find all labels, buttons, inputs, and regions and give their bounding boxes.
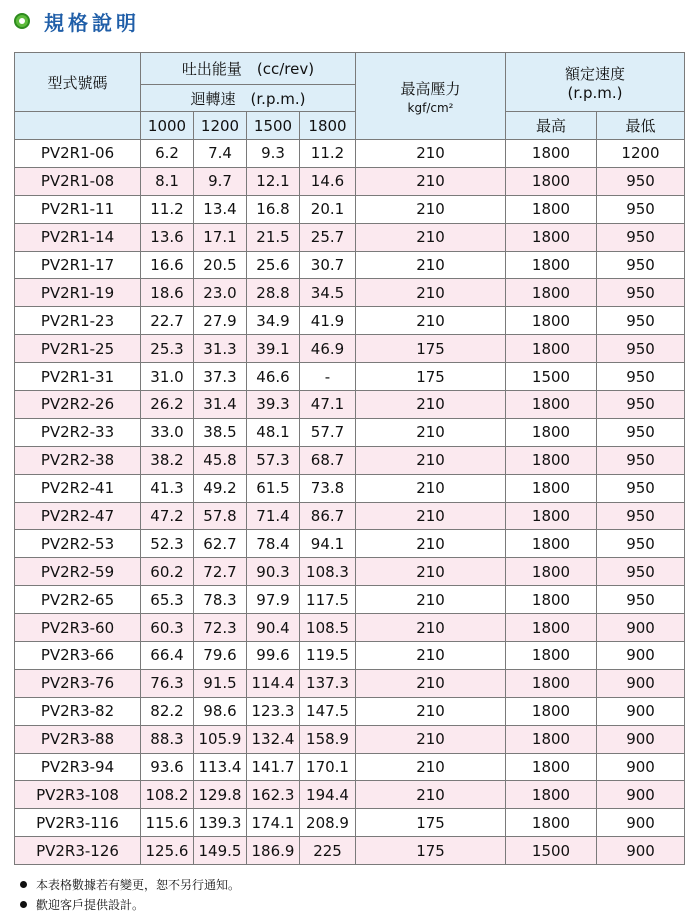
table-row	[15, 530, 685, 558]
cell-rpm-1000: 11.2	[141, 195, 194, 223]
table-row	[15, 335, 685, 363]
cell-rpm-1000: 93.6	[141, 753, 194, 781]
notes	[20, 874, 240, 914]
cell-rpm-1800: 208.9	[300, 809, 356, 837]
header-model-spacer	[15, 112, 141, 140]
cell-model: PV2R1-14	[15, 223, 141, 251]
cell-rpm-1800: 108.3	[300, 558, 356, 586]
note-text: 歡迎客戶提供設計。	[36, 897, 145, 912]
header-max: 最高	[506, 112, 597, 140]
cell-rpm-1500: 39.3	[247, 391, 300, 419]
cell-rpm-1500: 123.3	[247, 697, 300, 725]
table-row	[15, 167, 685, 195]
cell-speed-max: 1800	[506, 251, 597, 279]
cell-rpm-1200: 49.2	[194, 474, 247, 502]
cell-rpm-1800: 170.1	[300, 753, 356, 781]
cell-rpm-1500: 9.3	[247, 140, 300, 168]
table-row	[15, 502, 685, 530]
cell-pressure: 210	[356, 279, 506, 307]
cell-speed-min: 950	[597, 307, 685, 335]
cell-rpm-1000: 13.6	[141, 223, 194, 251]
cell-model: PV2R2-47	[15, 502, 141, 530]
cell-rpm-1500: 34.9	[247, 307, 300, 335]
cell-rpm-1500: 21.5	[247, 223, 300, 251]
cell-rpm-1000: 47.2	[141, 502, 194, 530]
cell-rpm-1800: 46.9	[300, 335, 356, 363]
table-row	[15, 279, 685, 307]
table-row	[15, 781, 685, 809]
cell-rpm-1800: 73.8	[300, 474, 356, 502]
cell-model: PV2R1-17	[15, 251, 141, 279]
cell-rpm-1200: 78.3	[194, 586, 247, 614]
bullet-icon	[20, 901, 27, 908]
table-row	[15, 391, 685, 419]
cell-rpm-1800: 117.5	[300, 586, 356, 614]
cell-rpm-1500: 97.9	[247, 586, 300, 614]
cell-rpm-1200: 72.3	[194, 614, 247, 642]
cell-speed-min: 950	[597, 223, 685, 251]
cell-rpm-1500: 28.8	[247, 279, 300, 307]
cell-model: PV2R2-41	[15, 474, 141, 502]
header-rpm-1200: 1200	[194, 112, 247, 140]
cell-rpm-1800: 30.7	[300, 251, 356, 279]
cell-rpm-1000: 38.2	[141, 446, 194, 474]
cell-speed-min: 950	[597, 391, 685, 419]
cell-speed-min: 900	[597, 697, 685, 725]
cell-speed-min: 950	[597, 558, 685, 586]
cell-speed-max: 1800	[506, 418, 597, 446]
cell-model: PV2R2-59	[15, 558, 141, 586]
cell-speed-min: 950	[597, 335, 685, 363]
cell-rpm-1200: 105.9	[194, 725, 247, 753]
cell-model: PV2R2-38	[15, 446, 141, 474]
header-rated-speed-unit: (r.p.m.)	[567, 83, 623, 102]
cell-speed-max: 1800	[506, 335, 597, 363]
cell-speed-max: 1800	[506, 474, 597, 502]
cell-rpm-1500: 48.1	[247, 418, 300, 446]
cell-speed-min: 1200	[597, 140, 685, 168]
cell-speed-max: 1800	[506, 558, 597, 586]
cell-rpm-1200: 37.3	[194, 363, 247, 391]
cell-rpm-1000: 65.3	[141, 586, 194, 614]
cell-rpm-1000: 60.2	[141, 558, 194, 586]
header-model: 型式號碼	[15, 53, 141, 112]
cell-model: PV2R2-65	[15, 586, 141, 614]
cell-pressure: 210	[356, 558, 506, 586]
cell-rpm-1500: 186.9	[247, 837, 300, 865]
cell-rpm-1500: 141.7	[247, 753, 300, 781]
cell-speed-min: 950	[597, 167, 685, 195]
table-row	[15, 697, 685, 725]
cell-model: PV2R2-53	[15, 530, 141, 558]
cell-rpm-1200: 79.6	[194, 642, 247, 670]
cell-rpm-1000: 33.0	[141, 418, 194, 446]
cell-pressure: 210	[356, 586, 506, 614]
cell-rpm-1200: 72.7	[194, 558, 247, 586]
spec-table	[14, 52, 685, 865]
cell-rpm-1000: 8.1	[141, 167, 194, 195]
cell-rpm-1200: 7.4	[194, 140, 247, 168]
page-title: 規格說明	[44, 10, 140, 35]
cell-rpm-1800: 194.4	[300, 781, 356, 809]
cell-rpm-1000: 52.3	[141, 530, 194, 558]
cell-speed-max: 1800	[506, 669, 597, 697]
cell-rpm-1500: 71.4	[247, 502, 300, 530]
table-row	[15, 837, 685, 865]
cell-rpm-1800: 25.7	[300, 223, 356, 251]
cell-pressure: 210	[356, 167, 506, 195]
cell-rpm-1800: 68.7	[300, 446, 356, 474]
cell-model: PV2R2-33	[15, 418, 141, 446]
cell-rpm-1800: 34.5	[300, 279, 356, 307]
cell-speed-max: 1800	[506, 223, 597, 251]
cell-pressure: 210	[356, 418, 506, 446]
cell-speed-min: 950	[597, 195, 685, 223]
cell-speed-min: 950	[597, 474, 685, 502]
cell-speed-min: 900	[597, 642, 685, 670]
cell-rpm-1200: 23.0	[194, 279, 247, 307]
cell-rpm-1200: 62.7	[194, 530, 247, 558]
cell-speed-max: 1800	[506, 307, 597, 335]
cell-rpm-1000: 22.7	[141, 307, 194, 335]
cell-speed-max: 1500	[506, 363, 597, 391]
header-pressure-label: 最高壓力	[400, 79, 461, 98]
cell-rpm-1800: 119.5	[300, 642, 356, 670]
cell-rpm-1200: 20.5	[194, 251, 247, 279]
cell-model: PV2R1-19	[15, 279, 141, 307]
cell-rpm-1000: 6.2	[141, 140, 194, 168]
cell-pressure: 210	[356, 391, 506, 419]
cell-rpm-1200: 27.9	[194, 307, 247, 335]
cell-pressure: 210	[356, 251, 506, 279]
table-row	[15, 669, 685, 697]
cell-pressure: 210	[356, 614, 506, 642]
cell-rpm-1000: 31.0	[141, 363, 194, 391]
cell-speed-min: 900	[597, 781, 685, 809]
cell-rpm-1200: 38.5	[194, 418, 247, 446]
spec-table-body	[15, 140, 685, 865]
cell-pressure: 175	[356, 837, 506, 865]
cell-rpm-1000: 60.3	[141, 614, 194, 642]
cell-rpm-1500: 25.6	[247, 251, 300, 279]
cell-rpm-1500: 174.1	[247, 809, 300, 837]
cell-speed-max: 1800	[506, 279, 597, 307]
cell-rpm-1800: 20.1	[300, 195, 356, 223]
cell-rpm-1800: 137.3	[300, 669, 356, 697]
table-row	[15, 363, 685, 391]
cell-rpm-1000: 88.3	[141, 725, 194, 753]
table-row	[15, 614, 685, 642]
note-item	[20, 894, 240, 914]
cell-speed-max: 1800	[506, 502, 597, 530]
title-row	[14, 6, 140, 36]
cell-speed-min: 950	[597, 418, 685, 446]
cell-rpm-1000: 18.6	[141, 279, 194, 307]
cell-speed-max: 1800	[506, 586, 597, 614]
table-row	[15, 586, 685, 614]
cell-speed-min: 950	[597, 363, 685, 391]
cell-rpm-1000: 41.3	[141, 474, 194, 502]
cell-rpm-1500: 99.6	[247, 642, 300, 670]
cell-rpm-1800: 57.7	[300, 418, 356, 446]
table-row	[15, 195, 685, 223]
table-row	[15, 446, 685, 474]
table-row	[15, 223, 685, 251]
cell-rpm-1500: 57.3	[247, 446, 300, 474]
header-rpm-1500: 1500	[247, 112, 300, 140]
cell-rpm-1200: 9.7	[194, 167, 247, 195]
cell-rpm-1200: 17.1	[194, 223, 247, 251]
cell-rpm-1200: 139.3	[194, 809, 247, 837]
cell-speed-max: 1800	[506, 391, 597, 419]
cell-speed-max: 1800	[506, 642, 597, 670]
cell-rpm-1000: 25.3	[141, 335, 194, 363]
cell-pressure: 210	[356, 781, 506, 809]
cell-rpm-1500: 16.8	[247, 195, 300, 223]
cell-rpm-1200: 113.4	[194, 753, 247, 781]
cell-model: PV2R3-94	[15, 753, 141, 781]
cell-model: PV2R2-26	[15, 391, 141, 419]
cell-rpm-1800: 158.9	[300, 725, 356, 753]
cell-pressure: 210	[356, 140, 506, 168]
cell-speed-max: 1800	[506, 195, 597, 223]
cell-pressure: 210	[356, 195, 506, 223]
table-row	[15, 725, 685, 753]
cell-rpm-1500: 46.6	[247, 363, 300, 391]
cell-rpm-1500: 114.4	[247, 669, 300, 697]
cell-rpm-1500: 90.3	[247, 558, 300, 586]
table-row	[15, 307, 685, 335]
cell-model: PV2R1-25	[15, 335, 141, 363]
cell-speed-min: 950	[597, 279, 685, 307]
cell-model: PV2R3-76	[15, 669, 141, 697]
cell-speed-max: 1800	[506, 725, 597, 753]
cell-model: PV2R3-66	[15, 642, 141, 670]
cell-speed-min: 950	[597, 446, 685, 474]
cell-speed-max: 1800	[506, 140, 597, 168]
cell-rpm-1000: 125.6	[141, 837, 194, 865]
cell-speed-max: 1800	[506, 167, 597, 195]
cell-speed-max: 1800	[506, 697, 597, 725]
cell-speed-min: 900	[597, 614, 685, 642]
cell-rpm-1000: 66.4	[141, 642, 194, 670]
cell-rpm-1800: 86.7	[300, 502, 356, 530]
cell-rpm-1000: 82.2	[141, 697, 194, 725]
cell-rpm-1500: 162.3	[247, 781, 300, 809]
cell-model: PV2R3-88	[15, 725, 141, 753]
cell-model: PV2R1-11	[15, 195, 141, 223]
header-rated-speed	[506, 53, 685, 112]
cell-speed-max: 1800	[506, 781, 597, 809]
cell-model: PV2R1-23	[15, 307, 141, 335]
cell-pressure: 210	[356, 223, 506, 251]
cell-rpm-1800: 225	[300, 837, 356, 865]
table-row	[15, 474, 685, 502]
table-row	[15, 140, 685, 168]
header-pressure	[356, 53, 506, 140]
cell-rpm-1200: 31.3	[194, 335, 247, 363]
cell-pressure: 210	[356, 530, 506, 558]
table-row	[15, 642, 685, 670]
cell-rpm-1200: 57.8	[194, 502, 247, 530]
cell-speed-min: 950	[597, 586, 685, 614]
cell-speed-max: 1800	[506, 809, 597, 837]
cell-rpm-1800: 41.9	[300, 307, 356, 335]
cell-pressure: 210	[356, 502, 506, 530]
cell-rpm-1200: 13.4	[194, 195, 247, 223]
cell-speed-max: 1800	[506, 753, 597, 781]
cell-rpm-1200: 91.5	[194, 669, 247, 697]
table-row	[15, 251, 685, 279]
header-rated-speed-label: 額定速度	[565, 64, 626, 83]
cell-speed-min: 900	[597, 669, 685, 697]
cell-rpm-1800: 147.5	[300, 697, 356, 725]
cell-rpm-1500: 12.1	[247, 167, 300, 195]
cell-pressure: 175	[356, 809, 506, 837]
header-displacement: 吐出能量 (cc/rev)	[141, 53, 356, 85]
cell-speed-min: 900	[597, 753, 685, 781]
cell-rpm-1000: 108.2	[141, 781, 194, 809]
table-row	[15, 753, 685, 781]
cell-speed-min: 950	[597, 502, 685, 530]
cell-rpm-1800: 14.6	[300, 167, 356, 195]
cell-speed-min: 900	[597, 725, 685, 753]
cell-pressure: 210	[356, 753, 506, 781]
cell-rpm-1800: 11.2	[300, 140, 356, 168]
cell-model: PV2R3-82	[15, 697, 141, 725]
cell-rpm-1800: 94.1	[300, 530, 356, 558]
cell-rpm-1200: 129.8	[194, 781, 247, 809]
header-rpm-1800: 1800	[300, 112, 356, 140]
cell-rpm-1000: 115.6	[141, 809, 194, 837]
header-pressure-unit: kgf/cm²	[407, 100, 454, 115]
cell-speed-max: 1500	[506, 837, 597, 865]
cell-pressure: 210	[356, 669, 506, 697]
cell-speed-max: 1800	[506, 614, 597, 642]
cell-model: PV2R1-06	[15, 140, 141, 168]
header-rpm-1000: 1000	[141, 112, 194, 140]
circle-bullet-icon	[14, 13, 30, 29]
cell-rpm-1200: 31.4	[194, 391, 247, 419]
cell-pressure: 210	[356, 642, 506, 670]
table-row	[15, 809, 685, 837]
cell-rpm-1500: 132.4	[247, 725, 300, 753]
cell-pressure: 210	[356, 446, 506, 474]
cell-rpm-1800: 47.1	[300, 391, 356, 419]
cell-rpm-1500: 61.5	[247, 474, 300, 502]
cell-model: PV2R3-126	[15, 837, 141, 865]
cell-pressure: 175	[356, 335, 506, 363]
note-item	[20, 874, 240, 894]
cell-rpm-1500: 78.4	[247, 530, 300, 558]
bullet-icon	[20, 881, 27, 888]
cell-speed-max: 1800	[506, 446, 597, 474]
cell-rpm-1000: 26.2	[141, 391, 194, 419]
cell-pressure: 210	[356, 307, 506, 335]
cell-model: PV2R1-08	[15, 167, 141, 195]
note-text: 本表格數據若有變更，恕不另行通知。	[36, 877, 241, 892]
cell-rpm-1500: 39.1	[247, 335, 300, 363]
cell-speed-max: 1800	[506, 530, 597, 558]
cell-pressure: 210	[356, 697, 506, 725]
cell-rpm-1000: 76.3	[141, 669, 194, 697]
cell-model: PV2R3-60	[15, 614, 141, 642]
cell-model: PV2R3-116	[15, 809, 141, 837]
cell-rpm-1500: 90.4	[247, 614, 300, 642]
cell-rpm-1200: 45.8	[194, 446, 247, 474]
table-row	[15, 418, 685, 446]
cell-speed-min: 950	[597, 530, 685, 558]
header-speed: 迴轉速 (r.p.m.)	[141, 85, 356, 112]
cell-rpm-1000: 16.6	[141, 251, 194, 279]
cell-rpm-1800: -	[300, 363, 356, 391]
cell-pressure: 210	[356, 474, 506, 502]
cell-model: PV2R3-108	[15, 781, 141, 809]
cell-speed-min: 900	[597, 837, 685, 865]
cell-speed-min: 900	[597, 809, 685, 837]
table-row	[15, 558, 685, 586]
header-min: 最低	[597, 112, 685, 140]
cell-pressure: 210	[356, 725, 506, 753]
cell-model: PV2R1-31	[15, 363, 141, 391]
cell-rpm-1200: 98.6	[194, 697, 247, 725]
cell-pressure: 175	[356, 363, 506, 391]
cell-speed-min: 950	[597, 251, 685, 279]
cell-rpm-1200: 149.5	[194, 837, 247, 865]
cell-rpm-1800: 108.5	[300, 614, 356, 642]
